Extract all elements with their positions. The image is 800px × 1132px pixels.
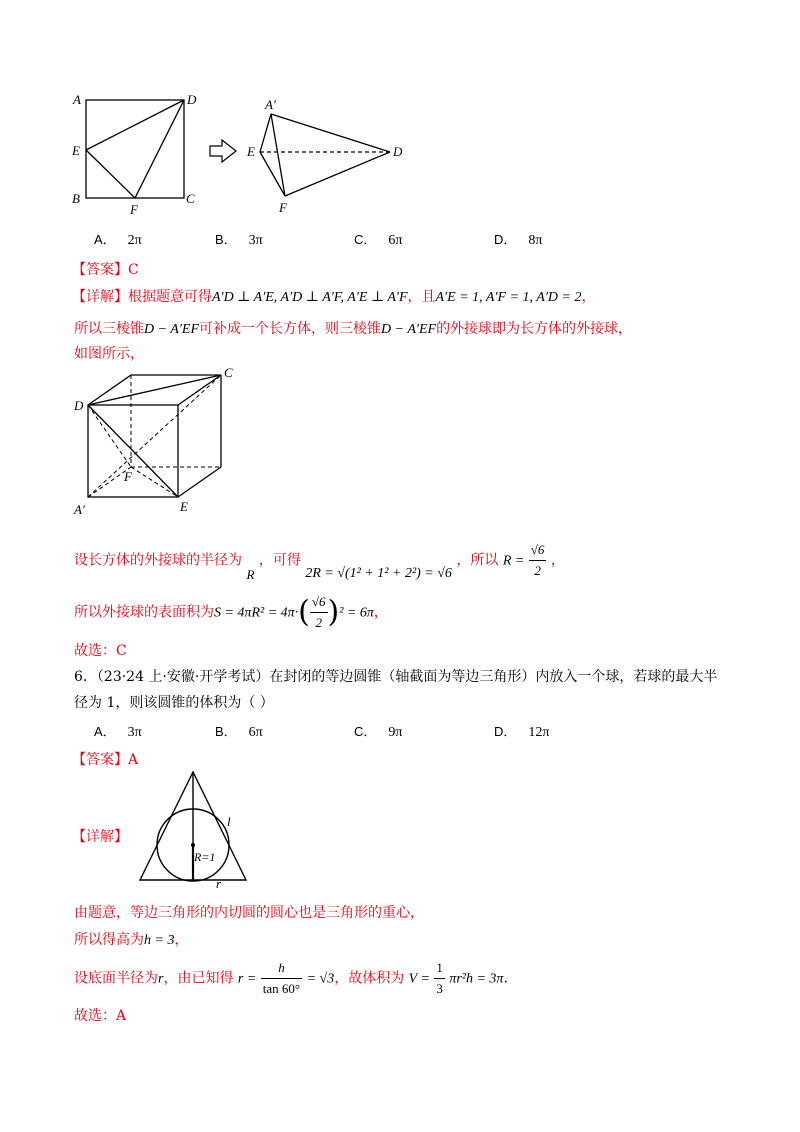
q5-detail-line1: 【详解】根据题意可得A′D ⊥ A′E, A′D ⊥ A′F, A′E ⊥ A′F，且A′E = 1, A′F = 1, A′D = 2， <box>72 289 596 305</box>
q5-option-a[interactable]: A． 2π <box>94 232 142 248</box>
q5-radius-line: 设长方体的外接球的半径为 R ，可得 2R = √(1² + 1² + 2²) = √6 ，所以 R = $\frac{√6}{2}$ ， <box>74 542 565 582</box>
triangle-label-R: R=1 <box>194 850 216 864</box>
q5-answer: 【答案】C <box>72 262 139 278</box>
label-F: F <box>130 202 138 217</box>
label-A: A <box>73 92 81 107</box>
triangle-label-r: r <box>216 876 222 890</box>
cube-label-F: F <box>124 469 132 484</box>
cube-label-C: C <box>224 365 233 380</box>
q6-option-b[interactable]: B． 6π <box>215 724 263 740</box>
q5-choose: 故选：C <box>74 643 127 659</box>
label-E: E <box>72 143 80 158</box>
q5-detail-line3: 如图所示， <box>74 346 144 362</box>
q6-line3: 设底面半径为r，由已知得 r = $\frac{h}{\tan 60^\circ}$ = √3，故体积为 V = $\frac{1}{3}$ πr²h = 3π. <box>74 960 508 996</box>
label-A-prime: A′ <box>265 97 276 112</box>
label-F-pyramid: F <box>279 200 287 215</box>
q6-option-c[interactable]: C． 9π <box>354 724 403 740</box>
q6-detail-tag: 【详解】 <box>72 829 128 845</box>
q6-option-a[interactable]: A． 3π <box>94 724 142 740</box>
label-C: C <box>186 191 195 206</box>
q6-answer: 【答案】A <box>72 752 139 768</box>
q6-line1: 由题意，等边三角形的内切圆的圆心也是三角形的重心， <box>74 905 424 921</box>
q5-detail-line2: 所以三棱锥D − A′EF可补成一个长方体，则三棱锥D − A′EF的外接球即为长方体的外接球， <box>74 321 633 337</box>
label-D: D <box>187 92 197 107</box>
figure-square-fold <box>60 88 420 218</box>
figure-triangle-incircle <box>130 770 270 890</box>
cube-label-D: D <box>74 398 84 413</box>
cube-label-E: E <box>180 499 188 514</box>
label-B: B <box>72 191 80 206</box>
q6-stem-line2: 径为 1，则该圆锥的体积为（ ） <box>74 695 274 711</box>
q5-option-b[interactable]: B． 3π <box>215 232 263 248</box>
q5-area-line: 所以外接球的表面积为S = 4πR² = 4π·( $\frac{√6}{2}$ )² = 6π， <box>74 594 388 630</box>
q6-choose: 故选：A <box>74 1008 127 1024</box>
cube-label-A-prime: A′ <box>74 502 85 517</box>
label-E-pyramid: E <box>247 144 255 159</box>
triangle-label-l: l <box>227 814 231 829</box>
q6-option-d[interactable]: D． 12π <box>494 724 550 740</box>
q6-stem-line1: 6．（23·24 上·安徽·开学考试）在封闭的等边圆锥（轴截面为等边三角形）内放入一个球，若球的最大半 <box>74 669 718 685</box>
label-D-pyramid: D <box>393 144 403 159</box>
q5-option-c[interactable]: C． 6π <box>354 232 403 248</box>
q5-option-d[interactable]: D． 8π <box>494 232 543 248</box>
figure-cuboid <box>66 365 256 525</box>
q6-line2: 所以得高为h = 3， <box>74 932 189 948</box>
